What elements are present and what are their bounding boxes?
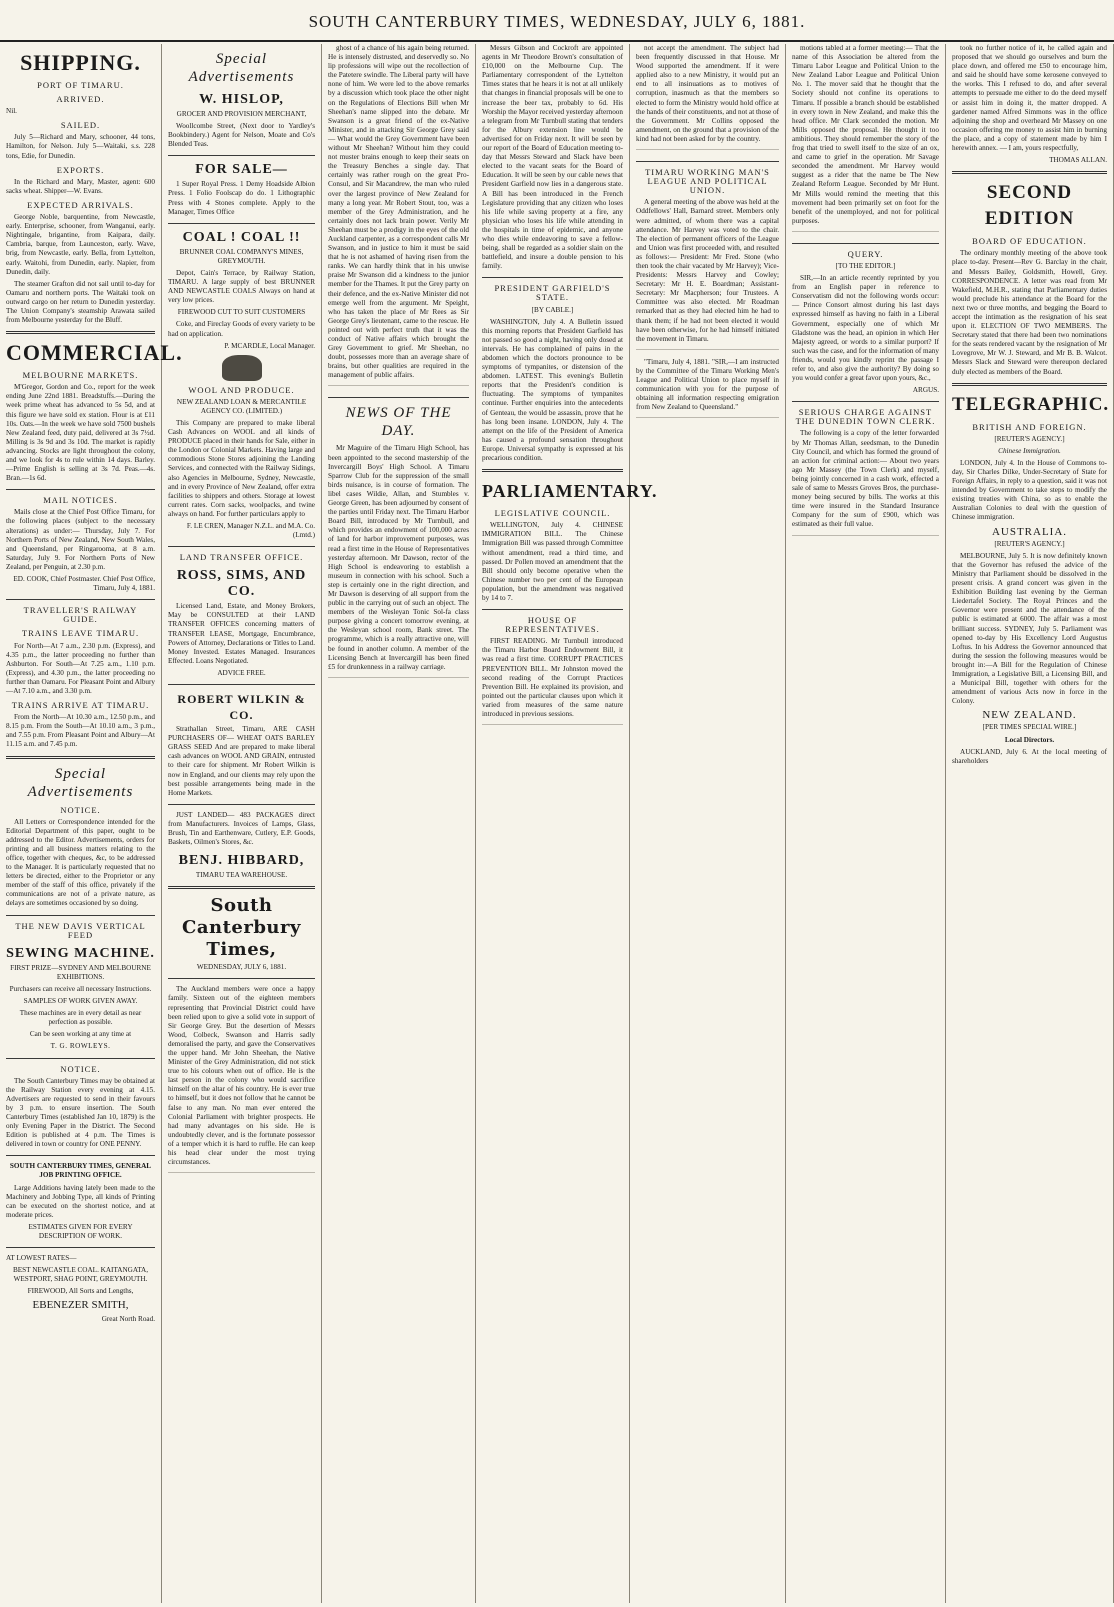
reuter-agency: [REUTER'S AGENCY.] xyxy=(994,434,1065,443)
divider xyxy=(168,684,315,685)
debate-continued: not accept the amendment. The subject had been frequently discussed in that House. Mr Wood supported the amendment. If it were applied also to a new Ministry, it would put an end to all insinuations as to motives of corruption, inasmuch as that the members so elected to form the Ministry would hold office at the hands of their constituents, and not at those of the Government. Mr Collins opposed the amendment, on the ground that a provision of the kind had not been asked for by the country. xyxy=(636,44,779,143)
divider xyxy=(328,397,469,398)
samples-text: SAMPLES OF WORK GIVEN AWAY. xyxy=(23,997,138,1006)
machines-text: These machines are in every detail as near perfection as possible. xyxy=(19,1009,142,1027)
council-text: WELLINGTON, July 4. CHINESE IMMIGRATION BILL. The Chinese Immigration Bill was passed through Committee without amendment, read a third time, and passed. Dr Pollen moved an amendment that the Bill should only become operative when the Chinese number two per cent of the European population, but the amendment was negatived by 14 to 7. xyxy=(482,521,623,602)
divider xyxy=(482,469,623,472)
trains-arrive-text: From the North—At 10.30 a.m., 12.50 p.m., and 8.15 p.m. From the South—At 10.10 a.m., 3 p.m., and 7.55 p.m. From Pleasant Point and Albury—At 11.15 a.m. and 7.45 p.m. xyxy=(6,713,155,749)
divider xyxy=(952,171,1107,174)
reuter-agency-2: [REUTER'S AGENCY.] xyxy=(994,539,1065,548)
hislop-name: W. HISLOP, xyxy=(199,92,284,107)
body-text xyxy=(168,1170,315,1178)
notice2-label: NOTICE. xyxy=(60,1063,101,1074)
cren-signature: F. LE CREN, Manager N.Z.L. and M.A. Co. (Lmtd.) xyxy=(186,522,315,540)
hibbard-name: BENJ. HIBBARD, xyxy=(178,853,305,869)
chinese-immigration-title: Chinese Immigration. xyxy=(998,446,1061,455)
firewood-cut: FIREWOOD CUT TO SUIT CUSTOMERS xyxy=(177,308,306,317)
mcardle-signature: P. MCARDLE, Local Manager. xyxy=(224,341,315,350)
new-zealand-heading: NEW ZEALAND. xyxy=(982,709,1077,722)
divider xyxy=(168,223,315,224)
body-text xyxy=(636,347,779,355)
special-wire: [PER TIMES SPECIAL WIRE.] xyxy=(982,723,1077,732)
working-league-text: A general meeting of the above was held at the Oddfellows' Hall, Barnard street. Members only were admitted, of whom there was a capital attendance. Mr Harvey was voted to the chair. The election of permanent officers of the League and Union was first proceeded with, and resulted as follows:— President: Mr Fred. Stone (who then took the chair vacated by Mr Harvey); Vice-Presidents: Messrs Harvey and Cowley; Secretary: Mr H. E. Boardman; Assistant-Secretary: Mr Macpherson; four Trustees. A Committee was also elected. Mr Roadman remarked that as they had elected him he had to thank them; if he had not been elected it would have been otherwise, for he had himself initiated the movement in Timaru. xyxy=(636,198,779,343)
coal-text: BEST NEWCASTLE COAL. KAITANGATA, WESTPORT, SHAG POINT, GREYMOUTH. xyxy=(12,1266,149,1284)
for-sale-text: 1 Super Royal Press. 1 Demy Hoadside Albion Press. 1 Folio Foolscap do do. 1 Lithographic Press with 4 Stones complete. Apply to the Manager, Times Office xyxy=(168,180,315,216)
divider xyxy=(6,915,155,916)
notice-text: All Letters or Correspondence intended for the Editorial Department of this paper, ought to be addressed to the Editor. Advertisements, orders for printing and all business matters relating to the office, together with cheques, &c, to be addressed to the Manager. It is particularly requested that no letters be directed, either to the Proprietor or any member of the staff of this office, privately if the communications are not of a private nature, as delays are sometimes occasioned by so doing. xyxy=(6,817,155,908)
trains-arrive-label: TRAINS ARRIVE AT TIMARU. xyxy=(11,700,150,711)
column-4 xyxy=(476,44,658,1603)
divider xyxy=(6,1058,155,1059)
argus-signature: ARGUS. xyxy=(912,386,939,395)
land-transfer-title: LAND TRANSFER OFFICE. xyxy=(179,552,304,563)
notice-label: NOTICE. xyxy=(60,804,101,815)
australia-heading: AUSTRALIA. xyxy=(991,525,1068,538)
nzl-text: This Company are prepared to make liberal Cash Advances on WOOL and all kinds of PRODUCE placed in their hands for Sale, either in the London or Colonial Markets. Having large and commodious Stone Stores adjoining the Landing Services, and connected with the Railway Sidings, also Agencies in Melbourne, Sydney, Newcastle, and in every Province of New Zealand, offer extra facilities to shippers and others. Storage at lowest current rates. Corn sacks, woolpacks, and twine always on hand. For further particulars apply to xyxy=(168,418,315,518)
mail-notices-heading: MAIL NOTICES. xyxy=(43,495,118,506)
grocer-text: Woollcombe Street, (Next door to Yardley's Bookbindery.) Agent for Nelson, Moate and Co's Blended Teas. xyxy=(168,122,315,149)
special-ads-heading-2: Special Advertisements xyxy=(188,51,295,85)
divider xyxy=(168,546,315,547)
exports-label: EXPORTS. xyxy=(56,164,105,175)
ross-text: Licensed Land, Estate, and Money Brokers, May be CONSULTED at their LAND TRANSFER OFFICES concerning matters of TRANSFER LEASE, Mortgage, Encumbrance, Powers of Attorney, Declarations or Titles to Land. Money Invested. Estates Managed. Insurances Effected. Loans Negotiated. xyxy=(168,602,315,665)
ross-sims-title: ROSS, SIMS, AND CO. xyxy=(176,568,307,600)
body-text xyxy=(328,383,469,391)
news-continued: Messrs Gibson and Cockroft are appointed agents in Mr Theodore Brown's consultation of £10,000 on the Melbourne Cup. The Parliamentary correspondent of the Lyttelton Times states that he hears it is not at all unlikely that changes in financial proposals will be one to increase the beer tax, probably to 6d. His Worship the Mayor received yesterday afternoon a telegram from Mr Turnbull stating that tenders for the Albury extension line would be advertised for on Friday next. It will be seen by our report of the Board of Education meeting to-day that Messrs Steward and Slack have been elected to the vacant seats for the Board of Education. It will be seen by our cable news that President Garfield now lies in a dangerous state. A Bill has been introduced in the French Legislature providing that any citizen who loses his life while saving property at a fire, any physician who loses his life while attending in the hospitals in time of epidemic, and anyone who dies while endeavoring to save a fellow-being, shall be regarded as a soldier slain on the battlefield, and insure a double pension to his family. xyxy=(482,44,623,271)
job-printing-title: SOUTH CANTERBURY TIMES, GENERAL JOB PRINTING OFFICE. xyxy=(9,1162,152,1180)
query-text: SIR,—In an article recently reprinted by you from an English paper in reference to Conservatism did not the following words occur:— Prince Consort almost during his last days expressed himself as having no faith in a Liberal Government, especially one of which Mr Gladstone was the head, an opinion in which Her Majesty agreed, or words to a similar purport? If such was the case, and for the information of many friends, would you kindly reprint the passage I refer to, and also give the authority? By doing so you would confer a great favor upon yours, &c., xyxy=(792,274,939,383)
commercial-heading: COMMERCIAL. xyxy=(6,340,183,366)
divider xyxy=(482,609,623,610)
garfield-heading: PRESIDENT GARFIELD'S STATE. xyxy=(494,283,611,303)
prize-text: FIRST PRIZE—SYDNEY AND MELBOURNE EXHIBITIONS. xyxy=(10,963,151,981)
estimates-text: ESTIMATES GIVEN FOR EVERY DESCRIPTION OF WORK. xyxy=(28,1222,133,1240)
british-foreign: BRITISH AND FOREIGN. xyxy=(972,421,1087,432)
masthead xyxy=(0,0,1114,42)
special-ads-heading: Special Advertisements xyxy=(27,765,134,800)
nzl-title: NEW ZEALAND LOAN & MERCANTILE AGENCY CO. (LIMITED.) xyxy=(176,397,307,415)
body-text xyxy=(792,229,939,237)
markets-text: M'Gregor, Gordon and Co., report for the week ending June 22nd 1881. Breadstuffs.—During the week prime wheat has advanced to 5s 5d, and at this figure we have sold ex station. Flour is at £11 10s. Oats.—In the week we have sold 7500 bushels New Zealand feed, duty paid, delivered at 3s 7½d. Milling is 3s 9d and 3s 10d. The market is rapidly advancing. Stocks are light throughout the colony, and we look for 4s to rule within 14 days. Barley.—Prime English is selling at 3s 7d. Peas.—4s. Bran.—1s 6d. xyxy=(6,383,155,483)
wilkin-text: Strathallan Street, Timaru, ARE CASH PURCHASERS OF— WHEAT OATS BARLEY GRASS SEED And are prepared to make liberal cash advances on WOOL AND GRAIN, entrusted to their care for shipment. Mr Robert Wilkin is now in England, and our clients may rely upon the best possible arrangements being made in the Home Markets. xyxy=(168,725,315,797)
divider xyxy=(168,804,315,805)
column-2 xyxy=(162,44,322,1603)
seen-text: Can be seen working at any time at xyxy=(29,1030,132,1039)
chinese-text: LONDON, July 4. In the House of Commons to-day, Sir Charles Dilke, Under-Secretary of State for Foreign Affairs, in reply to a question, said it was not intended by Government to take steps to modify the existing treaties with China, so as to enable the Australian Colonies to deal with the question of Chinese immigration. xyxy=(952,458,1107,522)
paper-nameplate: South Canterbury Times, xyxy=(182,895,301,961)
letter-text: "Timaru, July 4, 1881. "SIR,—I am instructed by the Committee of the Timaru Working Men's League and Political Union to place myself in communication with you for the purpose of obtaining all information respecting emigration from New Zealand to Queensland." xyxy=(636,357,779,412)
editorial-text: The Auckland members were once a happy family. Sixteen out of the eighteen members representing that Provincial District could have been relied upon to give a solid vote in support of Sir George Grey. But the desertion of Messrs Wood, Colbeck, Swanson and Harris sadly demoralised the party, and gave the Conservatives the upper hand. Mr John Sheehan, the Native Minister of the Grey Administration, did not stick true to his colours when out of office. He is the last person in the colony who would sacrifice himself on the altar of his country. He is ever true to himself, but it does not follow that he cannot be false to any man. No man ever entered the Colonial Parliament with brighter prospects. He had many advantages on his side. He is undoubtedly clever, and is the fortunate possessor of a temper which it is hard to ruffle. He can keep his head clear under the most trying circumstances. xyxy=(168,985,315,1167)
serious-charge-text: The following is a copy of the letter forwarded by Mr Thomas Allan, seedsman, to the Dunedin City Council, and which has formed the ground of an action for criminal action:— About two years ago Mr Massey (the Town Clerk) and myself, being jointly concerned in a cash work, effected a sale of same to Messrs Groves Bros, the purchase-money being secured by bills. The works at this time were insured in the Standard Insurance Company for the sum of £900, which was estimated as their full value. xyxy=(792,429,939,529)
divider xyxy=(168,155,315,156)
editorial-continued: ghost of a chance of his again being returned. He is intensely distrusted, and deservedly so. No lip professions will wipe out the recollection of the Patetere swindle. The Liberal party will have none of him. We were led to the above remarks by a discussion which took place the other night on the Regulations of Elections Bill when Mr Sheehan's name slipped into the debate. Mr Swanson is a great friend of the ex-Native Minister, and in attacking Sir George Grey said — What would the Grey Government have been without Mr Sheehan? Without him they could not muster brains enough to keep their seats on the Treasury Benches a single day. That certainly was rather rough on the great Pro-Consul, and Sir Macandrew, the man who ruled over the largest province of New Zealand for many a long year. Mr Robert Stout, too, was a member of the Grey Administration, and he certainly does not lack brain power. Verily Mr Sheehan must be a prodigy in the eyes of the old Auckland carpenter, as a correspondent calls Mr Swanson, and in justice to him it must be said that he is not ashamed of having risen from the ranks. We can hardly think that in his unwise praise Mr Swanson did a kindness to the junior member for the Thames. It put the Grey party on their defence, and the ex-Native Minister did not emerge well from the argument. Mr Speight, who has taken the place of Mr Rees as Sir George Grey's lieutenant, came to the rescue. He pointed out with perfect truth that it was the conduct of Native affairs which brought the Grey Government to grief. Mr Sheehan, no doubt, possesses more than an average share of brains, but other qualities are required in the management of public affairs. xyxy=(328,44,469,380)
mail-notices-text: Mails close at the Chief Post Office Timaru, for the following places (subject to the necessary alterations) as under:— Thursday, July 7. For Northern Ports of New Zealand, New South Wales, and Queensland, per Ringarooma, at 8 a.m. Saturday, July 9. For Northern Ports of New Zealand, per Penguin, at 2.30 p.m. xyxy=(6,508,155,571)
railway-guide-heading: TRAVELLER'S RAILWAY GUIDE. xyxy=(23,605,138,625)
divider xyxy=(792,401,939,402)
by-cable: [BY CABLE.] xyxy=(531,305,574,314)
coal-title: COAL ! COAL !! xyxy=(182,229,301,245)
shipping-heading: SHIPPING. xyxy=(20,50,141,75)
body-text xyxy=(328,675,469,683)
trains-leave-text: For North—At 7 a.m., 2.30 p.m. (Express), and 4.35 p.m., the latter proceeding no further than Ashburton. For South—At 7.25 a.m., 1.10 p.m. (Express), and 4.30 p.m., the latter proceeding no further than Oamaru. For Pleasant Point and Albury—At 7.10 a.m., and 3.30 p.m. xyxy=(6,641,155,695)
steamer-text: The steamer Grafton did not sail until to-day for Oamaru and northern ports. The Waitaki took on outward cargo on her return to Dunedin yesterday. The Union Company's steamship Arawata sailed from Melbourne yesterday for the Bluff. xyxy=(6,279,155,325)
just-landed-text: JUST LANDED— 483 PACKAGES direct from Manufacturers. Invoices of Lamps, Glass, Brush, Tin and Earthenware, Cutlery, E.P. Goods, Baskets, Oilmen's Stores, &c. xyxy=(168,810,315,847)
working-league-heading: TIMARU WORKING MAN'S LEAGUE AND POLITICAL UNION. xyxy=(645,167,770,196)
body-text xyxy=(636,147,779,155)
directors-text: AUCKLAND, July 6. At the local meeting of shareholders xyxy=(952,747,1107,765)
house-text: FIRST READING. Mr Turnbull introduced the Timaru Harbor Board Endowment Bill, it was read a first time. CORRUPT PRACTICES PREVENTION BILL. Mr Johnston moved the second reading of the Corrupt Practices Prevention Bill. He explained its provision, and pointed out the particular clauses upon which it varied from measures of the same nature introduced in previous sessions. xyxy=(482,637,623,718)
second-edition-heading: SECOND EDITION xyxy=(984,182,1075,230)
australia-text: MELBOURNE, July 5. It is now definitely known that the Governor has refused the advice of the Ministry that Parliament should be dissolved in the present crisis. A grand concert was given in the Exhibition Building last evening by the German Liedertafel Society. The Royal Princes and the Governor were present and the attendance of the public is estimated at 6000. The affair was a most brilliant success. SYDNEY, July 5. Parliament was opened to-day by His Excellency Lord Augustus Loftus. In his Address the Governor announced that during the session the following measures would be brought in:—A Bill for the Regulation of Chinese Immigration, a Legislative Bill, a Licensing Bill, and a Municipal Bill, together with others for the amendment of various Acts now in force in the Colony. xyxy=(952,551,1107,706)
column-5 xyxy=(630,44,786,1603)
column-3 xyxy=(322,44,476,1603)
legislative-council: LEGISLATIVE COUNCIL. xyxy=(494,508,611,519)
serious-charge-heading: SERIOUS CHARGE AGAINST THE DUNEDIN TOWN CLERK. xyxy=(795,407,936,427)
divider xyxy=(6,1247,155,1248)
board-text: The ordinary monthly meeting of the above took place to-day. Present—Rev G. Barclay in the chair, and Messrs Bailey, Goldsmith, Howell, Grey. CORRESPONDENCE. A letter was read from Mr Wakefield, M.H.R., stating that Parliamentary duties would preclude his attendance at the Board for the next two or three months, and begging the Board to accept the intimation as the resignation of his seat upon it. ELECTION OF TWO MEMBERS. The Secretary stated that there had been two nominations for the seats rendered vacant by the resignation of Mr Lovegrove, Mr W. J. Steward, and Mr B. B. Walcot. Messrs Slack and Steward were thereupon declared duly elected as members of the Board. xyxy=(952,249,1107,376)
garfield-text: WASHINGTON, July 4. A Bulletin issued this morning reports that President Garfield has not passed so good a night, having only dosed at intervals. He has complained of pains in the abdomen which the doctors pronounce to be symptoms of tympanites, or distension of the abdomen. LATEST. This evening's Bulletin reports that the President's condition is fluctuating. The symptoms of tympanites continue. Further enquiries into the antecedents of Genteau, the would be assassin, prove that he has long been insane. LONDON, July 4. The attempt on the life of the President of America has caused a profound sensation throughout Europe. Universal sympathy is expressed at his precarious condition. xyxy=(482,317,623,463)
column-6 xyxy=(786,44,946,1603)
telegraphic-heading: TELEGRAPHIC. xyxy=(952,393,1110,415)
local-directors-title: Local Directors. xyxy=(1004,735,1055,744)
motions-text: motions tabled at a former meeting:— That the name of this Association be altered from the Timaru Labor League and Political Union to the New Zealand Labor League and Political Union No. 1. The mover said that he thought that the Society should not confine its operations to Timaru. If possible a branch should be established in every town in New Zealand, and make this the head office. Mr Clark seconded the motion. Mr Mills opposed the proposal. He thought it too ambitious. They should remember the story of the frog that tried to swell itself to the size of an ox, and came to grief in the operation. Mr Savage seconded the amendment. Mr Harvey would suggest as a rider that the name be The New Zealand Reform League. Seconded by Mr Hunt. Mr Mills would remind the meeting that this movement had been primarily set on foot for the benefit of the unemployed, and not for political purposes. xyxy=(792,44,939,225)
allan-signature: THOMAS ALLAN. xyxy=(1049,156,1107,165)
divider xyxy=(6,756,155,759)
divider xyxy=(168,886,315,889)
news-text: Mr Maguire of the Timaru High School, has been appointed to the second mastership of the Invercargill Boys' High School. A Timaru Sparrow Club for the suppression of the small birds nuisance, is in course of formation. The libel cases Wildie, Allan, and Stumbles v. George Green, has been adjourned by consent of the parties until Friday next. The Timaru Harbor Board Bill, introduced by Mr Turnbull, and which provides an endowment of 100,000 acres of land for harbor improvement purposes, was read a first time in the House of Representatives yesterday afternoon. Mr Dawson, rector of the High School is endeavoring to establish a museum in connection with his school. Such a step is certainly one in the right direction, and Mr Dawson is deserving of all support from the public in the carrying out of such an object. The members of the Wesleyan Tonic Sol-fa class purpose giving a concert tomorrow evening, at the Wesleyan school room, Bank street. The programme, which is a really attractive one, will be found in another column. A member of the Licensing Bench at Invercargill has been fined £5 for drunkenness in a railway carriage. xyxy=(328,444,469,671)
body-text xyxy=(636,415,779,423)
parliamentary-heading: PARLIAMENTARY. xyxy=(482,481,658,502)
expected-arrivals-text: George Noble, barquentine, from Newcastle, early. Enterprise, schooner, from Wanganui, early. Nightingale, brigantine, from Kaipara, daily. Cambria, barque, from Launceston, early. Wave, brig, from Newcastle, early. Bella, from Lyttelton, early. Waitohi, from Dunedin, early. Napier, from Dunedin, daily. xyxy=(6,213,155,276)
firewood-text: FIREWOOD, All Sorts and Lengths, xyxy=(27,1287,134,1296)
divider xyxy=(952,383,1107,386)
paper-date: WEDNESDAY, JULY 6, 1881. xyxy=(196,963,287,972)
brunner-text: Depot, Cain's Terrace, by Railway Station, TIMARU. A large supply of best BRUNNER AND NEWCASTLE COALS Always on hand at very low prices. xyxy=(168,268,315,305)
mail-signature: ED. COOK, Chief Postmaster. Chief Post Office, Timaru, July 4, 1881. xyxy=(13,575,155,593)
grocer-title: GROCER AND PROVISION MERCHANT, xyxy=(176,110,307,118)
melbourne-markets-label: MELBOURNE MARKETS. xyxy=(22,370,139,381)
sewing-machine-title: SEWING MACHINE. xyxy=(6,945,155,961)
rowley-name: T. G. ROWLEYS. xyxy=(50,1042,111,1051)
purchasers-text: Purchasers can receive all necessary Instructions. xyxy=(9,984,152,993)
divider xyxy=(482,277,623,278)
house-of-reps: HOUSE OF REPRESENTATIVES. xyxy=(505,615,600,635)
sheep-woodcut-icon xyxy=(222,355,262,381)
allan-letter-continued: took no further notice of it, he called again and proposed that we should go ourselves and burn the place down, and offered me £50 to encourage him, and said he should have some kerosene conveyed to the works. This I refused to do, and after several attempts to persuade me either to do the deed myself or assist him in doing it, the matter dropped. A gardener named Alfred Simmons was in the office adjoining the shop and overheard Mr Massey on one occasion offering me money to assist him in burning the place, and a copy of statement made by him I herewith annex. — I am, yours respectfully, xyxy=(952,44,1107,153)
exports-text: In the Richard and Mary, Master, agent: 600 sacks wheat. Shipper—W. Evans. xyxy=(6,177,155,195)
great-north-road: Great North Road. xyxy=(101,1315,155,1324)
trains-leave-label: TRAINS LEAVE TIMARU. xyxy=(21,628,140,639)
divider xyxy=(792,243,939,244)
body-text xyxy=(482,722,623,730)
for-sale-title: FOR SALE— xyxy=(195,162,288,178)
newspaper-masthead-title: SOUTH CANTERBURY TIMES, WEDNESDAY, JULY 6, 1881. xyxy=(308,12,806,31)
coal-rates-label: AT LOWEST RATES— xyxy=(6,1254,77,1263)
expected-arrivals-label: EXPECTED ARRIVALS. xyxy=(27,199,134,210)
body-text xyxy=(792,533,939,541)
notice2-text: The South Canterbury Times may be obtained at the Railway Station every evening at 4.15. Advertisers are requested to send in their favours by 3 p.m. to ensure insertion. The South Canterbury Times (established Jan 10, 1879) is the only Evening Paper in the District. The Second Edition is published at 4 p.m. The Times is delivered in town or country for ONE PENNY. xyxy=(6,1076,155,1149)
tea-warehouse: TIMARU TEA WAREHOUSE. xyxy=(195,871,288,880)
arrived-label: ARRIVED. xyxy=(56,94,105,105)
divider xyxy=(636,161,779,162)
board-of-education: BOARD OF EDUCATION. xyxy=(972,236,1087,247)
port-of-timaru: PORT OF TIMARU. xyxy=(37,80,124,90)
wool-produce-title: WOOL AND PRODUCE. xyxy=(188,384,295,395)
sailed-label: SAILED. xyxy=(60,120,101,131)
wilkin-title: ROBERT WILKIN & CO. xyxy=(177,692,306,723)
advice-free: ADVICE FREE. xyxy=(217,668,266,677)
divider xyxy=(6,1155,155,1156)
column-1 xyxy=(0,44,183,1603)
column-7 xyxy=(946,44,1114,1603)
arrived-nil: Nil. xyxy=(6,107,17,116)
coke-text: Coke, and Fireclay Goods of every variety to be had on application. xyxy=(168,320,315,338)
sailed-text: July 5—Richard and Mary, schooner, 44 tons, Hamilton, for Nelson. July 5—Waitaki, s.s. 228 tons, Edie, for Dunedin. xyxy=(6,133,155,160)
news-of-day-heading: NEWS OF THE DAY. xyxy=(345,405,452,440)
davis-label: THE NEW DAVIS VERTICAL FEED xyxy=(15,920,146,940)
brunner-title: BRUNNER COAL COMPANY'S MINES, GREYMOUTH. xyxy=(179,247,304,265)
divider xyxy=(168,978,315,979)
ebenezer-name: EBENEZER SMITH, xyxy=(32,1299,129,1312)
divider xyxy=(6,599,155,600)
to-editor: [TO THE EDITOR.] xyxy=(835,261,896,270)
divider xyxy=(6,331,155,334)
job-printing-text: Large Additions having lately been made to the Machinery and Jobbing Type, all kinds of Printing can be executed on the shortest notice, and at moderate prices. xyxy=(6,1183,155,1219)
divider xyxy=(6,489,155,490)
query-heading: QUERY. xyxy=(847,248,884,259)
